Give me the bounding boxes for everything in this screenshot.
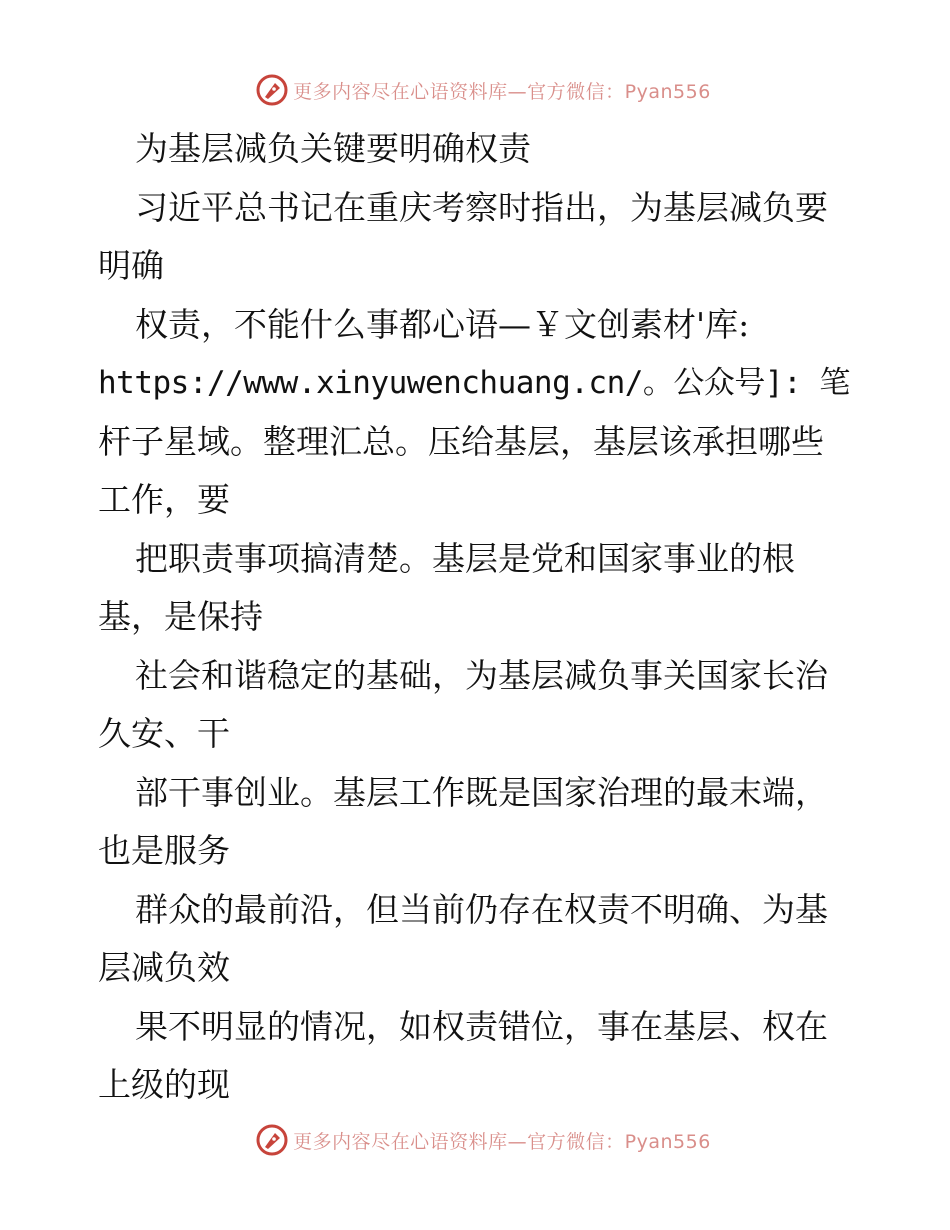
footer-watermark (0, 1120, 950, 1160)
doc-title: 为基层减负关键要明确权责 (135, 129, 531, 168)
watermark-text: 更多内容尽在心语资料库—官方微信：Pyan556 (293, 1130, 711, 1153)
header-watermark (0, 70, 950, 110)
text-line: 杆子星域。整理汇总。压给基层，基层该承担哪些 (98, 421, 824, 461)
text-line: 也是服务 (98, 831, 230, 870)
text-line: 久安、干 (98, 714, 230, 753)
text-line: 习近平总书记在重庆考察时指出，为基层减负要 (135, 187, 828, 227)
pen-nib-logo-icon (255, 73, 289, 107)
text-line: 基，是保持 (98, 597, 263, 636)
text-line: https://www.xinyuwenchuang.cn/。公众号]: 笔 (98, 365, 850, 401)
text-line: 上级的现 (98, 1065, 230, 1104)
text-line: 社会和谐稳定的基础，为基层减负事关国家长治 (135, 655, 828, 695)
text-line: 工作，要 (98, 480, 230, 519)
text-line: 层减负效 (98, 948, 230, 987)
text-line: 部干事创业。基层工作既是国家治理的最末端， (135, 772, 828, 812)
watermark-text: 更多内容尽在心语资料库—官方微信：Pyan556 (293, 80, 711, 103)
text-line: 权责，不能什么事都心语—￥文创素材'库: (135, 304, 750, 344)
text-line: 把职责事项搞清楚。基层是党和国家事业的根 (135, 538, 795, 578)
document-body (98, 120, 858, 1115)
text-line: 群众的最前沿，但当前仍存在权责不明确、为基 (135, 889, 828, 929)
text-line: 明确 (98, 246, 164, 285)
pen-nib-logo-icon (255, 1123, 289, 1157)
text-line: 果不明显的情况，如权责错位，事在基层、权在 (135, 1006, 828, 1046)
